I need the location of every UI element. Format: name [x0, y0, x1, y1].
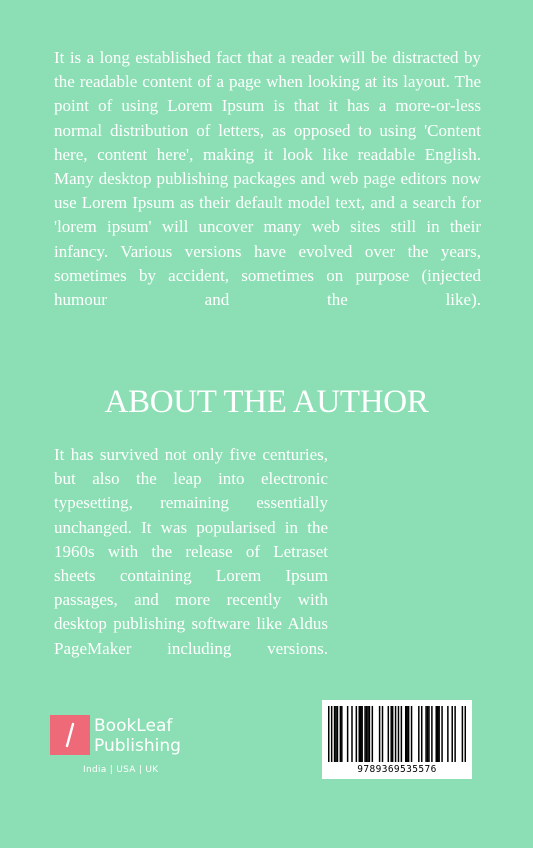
barcode-bar: [418, 706, 420, 762]
barcode-bar: [341, 706, 343, 762]
about-author-heading: ABOUT THE AUTHOR: [104, 384, 429, 420]
back-cover-blurb: It is a long established fact that a reader will be distracted by the readable content of a page when looking at its layout. The point of using Lorem Ipsum is that it has a more-or-less normal distribution of letters, as opposed to using 'Content here, content here', making it look like readable English. Many desktop publishing packages and web page editors now use Lorem Ipsum as their default model text, and a search for 'lorem ipsum' will uncover many web sites still in their infancy. Various versions have evolved over the years, sometimes by accident, sometimes on purpose (injected humour and the like).: [54, 48, 481, 310]
barcode-bar: [361, 706, 363, 762]
barcode-bar: [351, 706, 353, 762]
barcode-bar: [431, 706, 433, 762]
barcode-bar: [395, 706, 397, 762]
barcode-bar: [435, 706, 437, 762]
barcode-bars: [328, 706, 466, 762]
author-bio: It has survived not only five centuries, but also the leap into electronic typesetting, remaining essentially unchanged. It was popularised in the 1960s with the release of Letraset sheets containing Lorem Ipsum passages, and more recently with desktop publishing software like Aldus PageMaker including versions.: [54, 445, 328, 658]
barcode-bar: [366, 706, 368, 762]
barcode-bar: [382, 706, 384, 762]
barcode-bar: [454, 706, 456, 762]
publisher-regions: India | USA | UK: [83, 765, 159, 775]
publisher-name: [94, 716, 181, 756]
barcode-bar: [347, 706, 349, 762]
publisher-name-line1: BookLeaf: [94, 716, 173, 736]
isbn-number: 9789369535576: [357, 764, 437, 775]
barcode-bar: [428, 706, 430, 762]
barcode-bar: [328, 706, 330, 762]
barcode-bar: [462, 706, 464, 762]
barcode-bar: [425, 706, 427, 762]
barcode-bar: [379, 706, 381, 762]
barcode-bar: [398, 706, 400, 762]
barcode-bar: [465, 706, 466, 762]
barcode-bar: [406, 706, 408, 762]
barcode-bar: [438, 706, 440, 762]
slash-icon: [50, 715, 90, 755]
barcode-bar: [388, 706, 390, 762]
barcode-bar: [369, 706, 371, 762]
barcode-bar: [364, 706, 366, 762]
barcode-bar: [411, 706, 413, 762]
barcode-bar: [405, 706, 407, 762]
barcode-bar: [451, 706, 453, 762]
barcode-bar: [334, 706, 336, 762]
barcode-bar: [331, 706, 333, 762]
barcode-bar: [337, 706, 339, 762]
barcode-bar: [447, 706, 449, 762]
publisher-logo: [50, 715, 210, 785]
publisher-name-line2: Publishing: [94, 736, 181, 756]
barcode-bar: [437, 706, 439, 762]
barcode-bar: [421, 706, 423, 762]
barcode-bar: [441, 706, 443, 762]
barcode-bar: [392, 706, 394, 762]
barcode-bar: [367, 706, 369, 762]
barcode-bar: [401, 706, 403, 762]
isbn-barcode: [322, 700, 472, 779]
barcode-bar: [359, 706, 361, 762]
barcode-bar: [390, 706, 392, 762]
barcode-bar: [360, 706, 362, 762]
barcode-bar: [335, 706, 337, 762]
barcode-bar: [356, 706, 358, 762]
barcode-bar: [408, 706, 410, 762]
barcode-bar: [340, 706, 342, 762]
barcode-bar: [372, 706, 374, 762]
barcode-bar: [427, 706, 429, 762]
